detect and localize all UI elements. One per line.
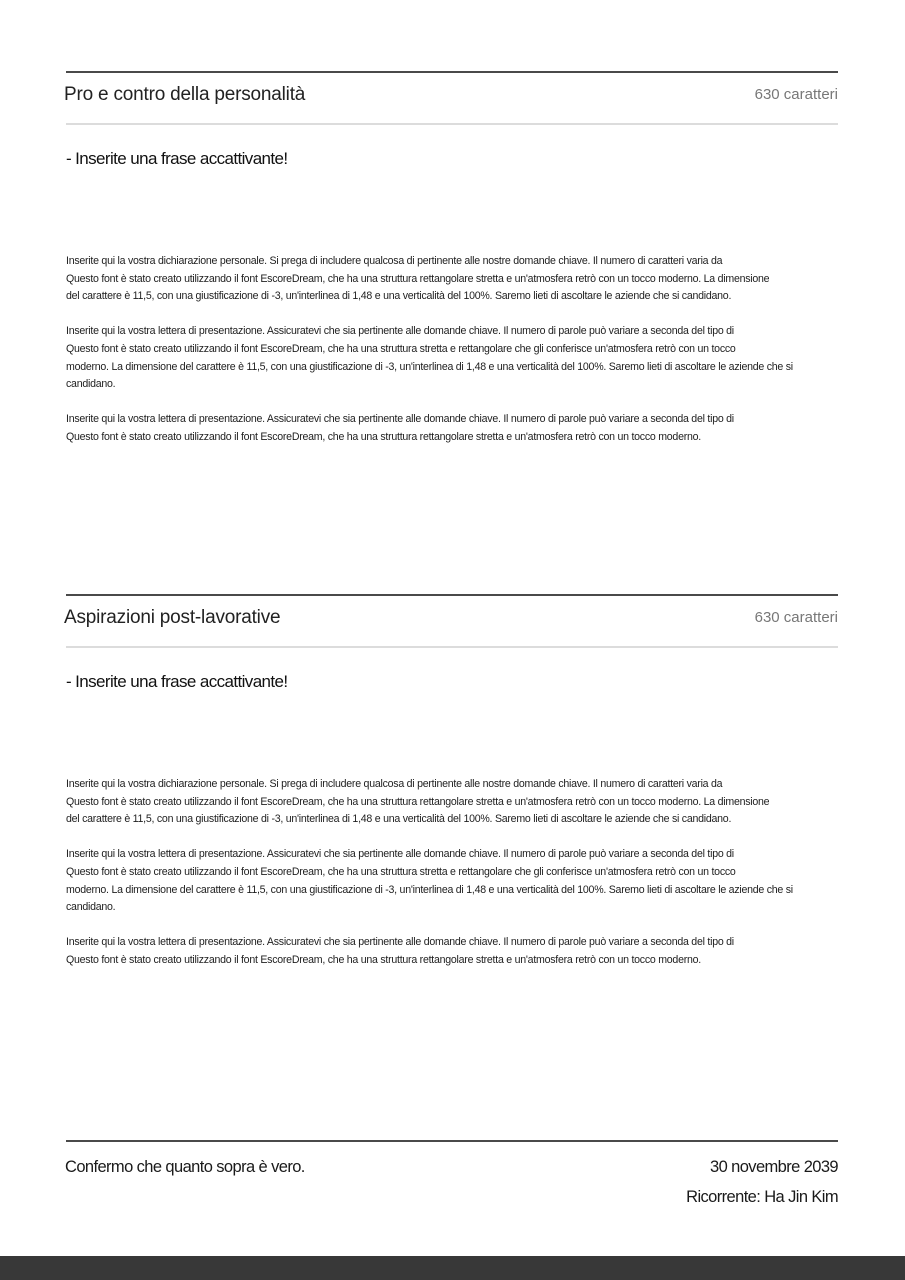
section-body	[66, 253, 838, 446]
confirmation-statement: Confermo che quanto sopra è vero.	[65, 1158, 305, 1176]
paragraph	[66, 846, 838, 917]
paragraph-line: Inserite qui la vostra dichiarazione personale. Si prega di includere qualcosa di pertinente alle nostre domande chiave. Il numero di caratteri varia da	[66, 255, 723, 267]
character-count: 630 caratteri	[754, 609, 838, 626]
paragraph	[66, 253, 838, 306]
paragraph-line: candidano.	[66, 901, 116, 914]
paragraph-line: del carattere è 11,5, con una giustificazione di -3, un'interlinea di 1,48 e una verticalità del 100%. Saremo lieti di ascoltare le aziende che si candidano.	[66, 813, 732, 826]
signature-date: 30 novembre 2039	[710, 1158, 838, 1176]
paragraph	[66, 776, 838, 829]
paragraph-line: moderno. La dimensione del carattere è 11,5, con una giustificazione di -3, un'interlinea di 1,48 e una verticalità del 100%. Saremo lieti di ascoltare le aziende che si	[66, 883, 793, 896]
paragraph-line: Questo font è stato creato utilizzando il font EscoreDream, che ha una struttura stretta e rettangolare che gli conferisce un'atmosfera retrò con un tocco	[66, 342, 736, 355]
section-sub-rule	[66, 646, 838, 648]
bottom-bar	[0, 1256, 905, 1280]
paragraph-line: Questo font è stato creato utilizzando il font EscoreDream, che ha una struttura rettangolare stretta e un'atmosfera retrò con un tocco moderno.	[66, 953, 701, 966]
character-count: 630 caratteri	[754, 86, 838, 103]
paragraph-line: moderno. La dimensione del carattere è 11,5, con una giustificazione di -3, un'interlinea di 1,48 e una verticalità del 100%. Saremo lieti di ascoltare le aziende che si	[66, 360, 793, 373]
section-post-work-aspirations	[66, 594, 838, 986]
section-sub-rule	[66, 123, 838, 125]
paragraph-line: Inserite qui la vostra lettera di presentazione. Assicuratevi che sia pertinente alle domande chiave. Il numero di parole può variare a seconda del tipo di	[66, 325, 734, 338]
paragraph-line: Questo font è stato creato utilizzando il font EscoreDream, che ha una struttura rettangolare stretta e un'atmosfera retrò con un tocco moderno.	[66, 430, 701, 443]
paragraph-line: candidano.	[66, 378, 116, 391]
signature-footer	[65, 1140, 838, 1206]
paragraph	[66, 323, 838, 394]
paragraph-line: Inserite qui la vostra dichiarazione personale. Si prega di includere qualcosa di pertinente alle nostre domande chiave. Il numero di caratteri varia da	[66, 778, 723, 790]
paragraph-line: del carattere è 11,5, con una giustificazione di -3, un'interlinea di 1,48 e una verticalità del 100%. Saremo lieti di ascoltare le aziende che si candidano.	[66, 290, 732, 303]
paragraph-line: Questo font è stato creato utilizzando il font EscoreDream, che ha una struttura rettangolare stretta e un'atmosfera retrò con un tocco moderno. La dimensione	[66, 795, 770, 808]
paragraph	[66, 934, 838, 969]
section-header	[66, 596, 838, 646]
catchphrase: - Inserite una frase accattivante!	[66, 149, 288, 168]
footer-rule	[66, 1140, 838, 1142]
section-title: Aspirazioni post-lavorative	[64, 607, 281, 628]
section-personality	[66, 71, 838, 463]
section-title: Pro e contro della personalità	[64, 84, 306, 105]
paragraph-line: Questo font è stato creato utilizzando il font EscoreDream, che ha una struttura stretta e rettangolare che gli conferisce un'atmosfera retrò con un tocco	[66, 865, 736, 878]
paragraph	[66, 411, 838, 446]
paragraph-line: Inserite qui la vostra lettera di presentazione. Assicuratevi che sia pertinente alle domande chiave. Il numero di parole può variare a seconda del tipo di	[66, 412, 734, 425]
section-body	[66, 776, 838, 969]
catchphrase: - Inserite una frase accattivante!	[66, 672, 288, 691]
paragraph-line: Questo font è stato creato utilizzando il font EscoreDream, che ha una struttura rettangolare stretta e un'atmosfera retrò con un tocco moderno. La dimensione	[66, 272, 770, 285]
paragraph-line: Inserite qui la vostra lettera di presentazione. Assicuratevi che sia pertinente alle domande chiave. Il numero di parole può variare a seconda del tipo di	[66, 848, 734, 861]
paragraph-line: Inserite qui la vostra lettera di presentazione. Assicuratevi che sia pertinente alle domande chiave. Il numero di parole può variare a seconda del tipo di	[66, 935, 734, 948]
applicant-name: Ricorrente: Ha Jin Kim	[686, 1188, 838, 1206]
section-header	[66, 73, 838, 123]
